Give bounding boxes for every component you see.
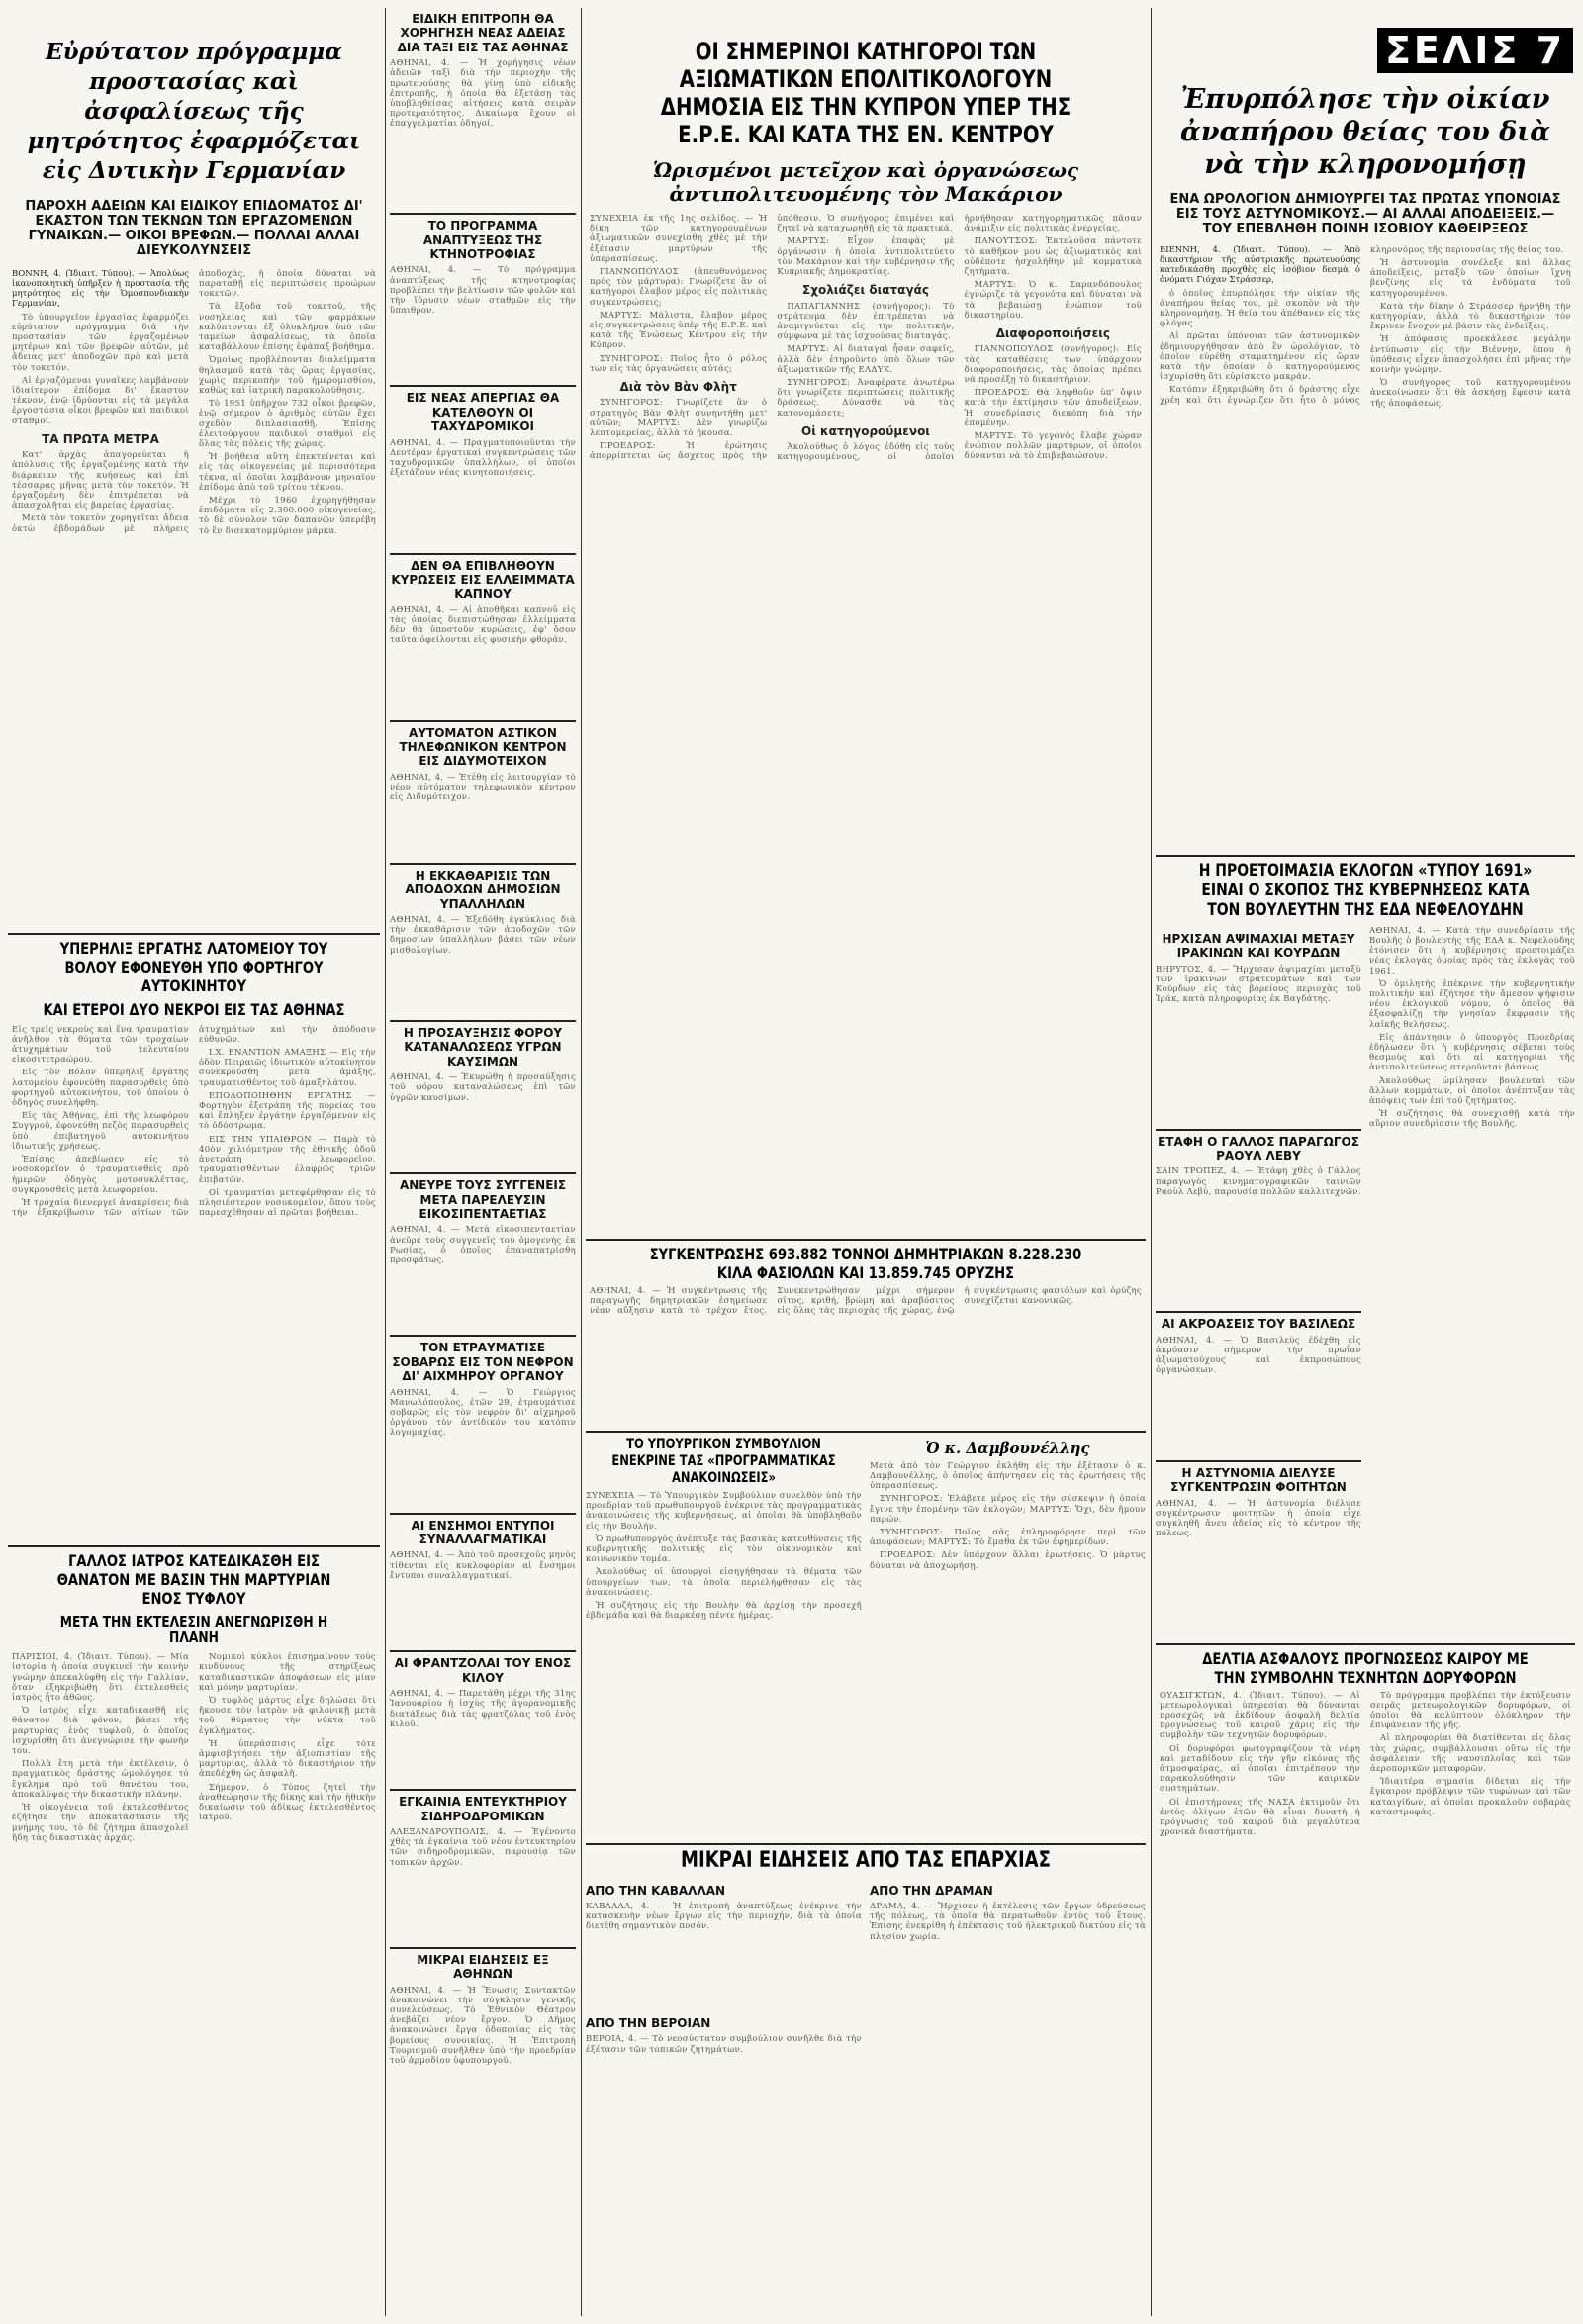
levy-headline: ΕΤΑΦΗ Ο ΓΑΛΛΟΣ ΠΑΡΑΓΩΓΟΣ ΡΑΟΥΛ ΛΕΒΥ bbox=[1156, 1129, 1361, 1163]
french-doctor-story bbox=[8, 1545, 380, 2286]
iraq-headline: ΗΡΧΙΣΑΝ ΑΨΙΜΑΧΙΑΙ ΜΕΤΑΞΥ ΙΡΑΚΙΝΩΝ ΚΑΙ ΚΟΥΡΔΩΝ bbox=[1162, 931, 1355, 961]
column-rule bbox=[1151, 8, 1152, 2316]
damboun-story bbox=[870, 1437, 1146, 1837]
brief-headline: ΑΥΤΟΜΑΤΟΝ ΑΣΤΙΚΟΝ ΤΗΛΕΦΩΝΙΚΟΝ ΚΕΝΤΡΟΝ ΕΙΣ ΔΙΔΥΜΟΤΕΙΧΟΝ bbox=[390, 720, 576, 769]
police-body: ΑΘΗΝΑΙ, 4. — Ἡ ἀστυνομία διέλυσε συγκέντρωσιν φοιτητῶν ἡ ὁποία εἶχε συγκληθῆ ἄνευ ἀδείας εἰς τὸ κέντρον τῆς πόλεως. bbox=[1156, 1498, 1361, 1539]
elections-body: ΑΘΗΝΑΙ, 4. — Κατὰ τὴν συνεδρίασιν τῆς Βουλῆς ὁ βουλευτὴς τῆς ΕΔΑ κ. Νεφελούδης ἐτόνισεν ὅτι ἡ κυβέρνησις προετοιμάζει νέας ἐκλογὰς ὁμοίας πρὸς τὰς ἐκλογὰς τοῦ 1961. Ὁ ὁμιλητὴς ἐπέκρινε τὴν κυβερνητικὴν πολιτικὴν καὶ ἐζήτησε τὴν ἄμεσον ψήφισιν νέου ἐκλογικοῦ νόμου, ὁ ὁποῖος θὰ ἐξασφαλίζῃ τὴν γνησίαν ἔκφρασιν τῆς λαϊκῆς θελήσεως. Εἰς ἀπάντησιν ὁ ὑπουργὸς Προεδρίας ἐδήλωσεν ὅτι ἡ κυβέρνησις σέβεται τοὺς θεσμοὺς καὶ ὅτι αἱ κατηγορίαι τῆς ἀντιπολιτεύσεως στεροῦνται βάσεως. Ἀκολούθως ὡμίλησαν βουλευταὶ τῶν ἄλλων κομμάτων, οἱ ὁποῖοι ἀνέπτυξαν τὰς ἀπόψεις των ἐπὶ τοῦ ζητήματος. Ἡ συζήτησις θὰ συνεχισθῇ κατὰ τὴν αὔριον συνεδρίασιν τῆς Βουλῆς. bbox=[1369, 925, 1575, 1130]
mothers-headline: Εὐρύτατον πρόγραμμα προστασίας καὶ ἀσφαλίσεως τῆς μητρότητος ἐφαρμόζεται εἰς Δυτικὴν Γερμανίαν bbox=[27, 39, 361, 184]
french-doctor-article-body: ΠΑΡΙΣΙΟΙ, 4. (Ἰδιαιτ. Τύπου). — Μία ἱστορία ἡ ὁποία συγκινεῖ τὴν κοινὴν γνώμην ἀπεκαλύφθη εἰς τὴν Γαλλίαν, ὅταν ἐξηκριβώθη ὅτι ἐκτελεσθεὶς ἰατρὸς ἦτο ἀθῶος. Ὁ ἰατρὸς εἶχε καταδικασθῆ εἰς θάνατον διὰ φόνον, βάσει τῆς μαρτυρίας ἑνὸς τυφλοῦ, ὁ ὁποῖος ἰσχυρίσθη ὅτι ἀνεγνώρισε τὴν φωνήν του. Πολλὰ ἔτη μετὰ τὴν ἐκτέλεσιν, ὁ πραγματικὸς δράστης ὡμολόγησε τὸ ἔγκλημα πρὸ τοῦ θανάτου του, ἀποκαλύψας τὴν δικαστικὴν πλάνην. Ἡ οἰκογένεια τοῦ ἐκτελεσθέντος ἐζήτησε τὴν ἀποκατάστασιν τῆς μνήμης του, τὸ δὲ ζήτημα ἀπασχολεῖ ἤδη τὰς δικαστικὰς ἀρχάς. Νομικοὶ κύκλοι ἐπισημαίνουν τοὺς κινδύνους τῆς στηρίξεως καταδικαστικῶν ἀποφάσεων εἰς μίαν καὶ μόνην μαρτυρίαν. Ὁ τυφλὸς μάρτυς εἶχε δηλώσει ὅτι ἤκουσε τὸν ἰατρὸν νὰ φιλονικῇ μετὰ τοῦ θύματος τὴν νύκτα τοῦ ἐγκλήματος. Ἡ ὑπεράσπισις εἶχε τότε ἀμφισβητήσει τὴν ἀξιοπιστίαν τῆς μαρτυρίας, ἀλλὰ τὸ δικαστήριον τὴν ἀπεδέχθη ὡς ἀσφαλῆ. Σήμερον, ὁ Τύπος ζητεῖ τὴν ἀναθεώρησιν τῆς δίκης καὶ τὴν ἠθικὴν δικαίωσιν τοῦ ἀδίκως ἐκτελεσθέντος ἰατροῦ. bbox=[12, 1652, 376, 1843]
brief-headline: ΔΕΝ ΘΑ ΕΠΙΒΛΗΘΟΥΝ ΚΥΡΩΣΕΙΣ ΕΙΣ ΕΛΛΕΙΜΜΑΤΑ ΚΑΠΝΟΥ bbox=[390, 553, 576, 602]
weather-story bbox=[1156, 1643, 1575, 2205]
brief-headline: Η ΕΚΚΑΘΑΡΙΣΙΣ ΤΩΝ ΑΠΟΔΟΧΩΝ ΔΗΜΟΣΙΩΝ ΥΠΑΛΛΗΛΩΝ bbox=[390, 863, 576, 911]
brief-body: ΑΛΕΞΑΝΔΡΟΥΠΟΛΙΣ, 4. — Ἐγένοντο χθὲς τὰ ἐγκαίνια τοῦ νέου ἐντευκτηρίου τῶν σιδηροδρομικῶν, παρουσίᾳ τῶν τοπικῶν ἀρχῶν. bbox=[390, 1826, 576, 1868]
column-rule bbox=[581, 8, 582, 2316]
drama-heading: ΑΠΟ ΤΗΝ ΔΡΑΜΑΝ bbox=[870, 1883, 993, 1898]
brief-body: ΑΘΗΝΑΙ, 4. — Τὸ πρόγραμμα ἀναπτύξεως τῆς κτηνοτροφίας προβλέπει τὴν βελτίωσιν τῶν φυλῶν καὶ τὴν ἵδρυσιν νέων σταθμῶν εἰς τὴν ὕπαιθρον. bbox=[390, 265, 576, 317]
column-briefs bbox=[390, 8, 576, 2316]
brief-body: ΑΘΗΝΑΙ, 4. — Πραγματοποιοῦνται τὴν Δευτέραν ἐργατικαὶ συγκεντρώσεις τῶν ταχυδρομικῶν ὑπαλλήλων, οἱ ὁποῖοι ἐξετάζουν νέας κινητοποιήσεις. bbox=[390, 437, 576, 479]
provinces-headline: ΜΙΚΡΑΙ ΕΙΔΗΣΕΙΣ ΑΠΟ ΤΑΣ ΕΠΑΡΧΙΑΣ bbox=[681, 1848, 1051, 1873]
brief-headline: ΑΝΕΥΡΕ ΤΟΥΣ ΣΥΓΓΕΝΕΙΣ ΜΕΤΑ ΠΑΡΕΛΕΥΣΙΝ ΕΙΚΟΣΙΠΕΝΤΑΕΤΙΑΣ bbox=[390, 1172, 576, 1221]
brief-headline: ΑΙ ΦΡΑΝΤΖΟΛΑΙ ΤΟΥ ΕΝΟΣ ΚΙΛΟΥ bbox=[390, 1650, 576, 1685]
mothers-subhead: ΠΑΡΟΧΗ ΑΔΕΙΩΝ ΚΑΙ ΕΙΔΙΚΟΥ ΕΠΙΔΟΜΑΤΟΣ ΔΙ' ΕΚΑΣΤΟΝ ΤΩΝ ΤΕΚΝΩΝ ΤΩΝ ΕΡΓΑΖΟΜΕΝΩΝ ΓΥΝΑΙΚΩΝ.— ΟΙΚΟΙ ΒΡΕΦΩΝ.— ΠΟΛΛΑΙ ΑΛΛΑΙ ΔΙΕΥΚΟΛΥΝΣΕΙΣ bbox=[25, 199, 363, 258]
brief-body: ΑΘΗΝΑΙ, 4. — Ὁ Γεώργιος Μανωλόπουλος, ἐτῶν 29, ἐτραυμάτισε σοβαρῶς εἰς τὸν νεφρὸν δι' αἰχμηροῦ ὀργάνου τὸν ἀντίδικόν του κατόπιν λογομαχίας. bbox=[390, 1387, 576, 1439]
right-lower-columns bbox=[1156, 926, 1575, 1637]
first-measures-heading: ΤΑ ΠΡΩΤΑ ΜΕΤΡΑ bbox=[42, 431, 159, 446]
king-headline: ΑΙ ΑΚΡΟΑΣΕΙΣ ΤΟΥ ΒΑΣΙΛΕΩΣ bbox=[1156, 1311, 1361, 1331]
right-lower-left bbox=[1156, 926, 1361, 1637]
kavala-story bbox=[586, 1878, 862, 2114]
french-doctor-subhead: ΜΕΤΑ ΤΗΝ ΕΚΤΕΛΕΣΙΝ ΑΝΕΓΝΩΡΙΣΘΗ Η ΠΛΑΝΗ bbox=[59, 1612, 328, 1647]
drama-story bbox=[870, 1878, 1146, 2114]
officers-article-body: ΣΥΝΕΧΕΙΑ ἐκ τῆς 1ης σελίδος. — Ἡ δίκη τῶν κατηγορουμένων ἀξιωματικῶν συνεχίσθη χθὲς μὲ τὴν ἐξέτασιν μαρτύρων τῆς ὑπερασπίσεως. ΓΙΑΝΝΟΠΟΥΛΟΣ (ἀπευθυνόμενος πρὸς τὸν μάρτυρα): Γνωρίζετε ἂν οἱ κατήγοροι ἔλαβον μέρος εἰς πολιτικὰς συγκεντρώσεις; ΜΑΡΤΥΣ: Μάλιστα, ἔλαβον μέρος εἰς συγκεντρώσεις ὑπὲρ τῆς Ε.Ρ.Ε. καὶ κατὰ τῆς Ἑνώσεως Κέντρου εἰς τὴν Κύπρον. ΣΥΝΗΓΟΡΟΣ: Ποῖος ἦτο ὁ ρόλος των εἰς τὰς ὀργανώσεις αὐτάς; Διὰ τὸν Βὰν Φλὴτ ΣΥΝΗΓΟΡΟΣ: Γνωρίζετε ἂν ὁ στρατηγὸς Βὰν Φλὴτ συνηντήθη μετ' αὐτῶν; ΜΑΡΤΥΣ: Δὲν γνωρίζω λεπτομερείας, ἀλλὰ τὸ ἤκουσα. ΠΡΟΕΔΡΟΣ: Ἡ ἐρώτησις ἀπορρίπτεται ὡς ἄσχετος πρὸς τὴν ὑπόθεσιν. Ὁ συνήγορος ἐπιμένει καὶ ζητεῖ νὰ καταχωρηθῇ εἰς τὰ πρακτικά. ΜΑΡΤΥΣ: Εἶχον ἐπαφὰς μὲ ὀργάνωσιν ἡ ὁποία ἀντιπολιτεύετο τὸν Μακάριον καὶ τὴν κυβέρνησιν τῆς Κυπριακῆς Δημοκρατίας. Σχολιάζει διαταγάς ΠΑΠΑΓΙΑΝΝΗΣ (συνήγορος): Τὸ στράτευμα δὲν ἐπιτρέπεται νὰ ἀναμιγνύεται εἰς τὴν πολιτικήν, σύμφωνα μὲ τὰς ἰσχυούσας διαταγάς. ΜΑΡΤΥΣ: Αἱ διαταγαὶ ἦσαν σαφεῖς, ἀλλὰ δὲν ἐτηροῦντο ὑπὸ ὅλων τῶν ἀξιωματικῶν τῆς ΕΛΔΥΚ. ΣΥΝΗΓΟΡΟΣ: Ἀναφέρατε ἀνωτέρω ὅτι γνωρίζετε περιπτώσεις πολιτικῆς δράσεως. Δύνασθε νὰ τὰς κατονομάσετε; Οἱ κατηγορούμενοι Ἀκολούθως ὁ λόγος ἐδόθη εἰς τοὺς κατηγορουμένους, οἱ ὁποῖοι ἠρνήθησαν κατηγορηματικῶς πᾶσαν ἀνάμιξιν εἰς πολιτικὰς ἐνεργείας. ΠΑΝΟΥΤΣΟΣ: Ἐκτελοῦσα πάντοτε τὸ καθῆκον μου ὡς ἀξιωματικὸς καὶ οὐδέποτε ἠσχολήθην μὲ κομματικὰ ζητήματα. ΜΑΡΤΥΣ: Ὁ κ. Σαρανδόπουλος ἐγνώριζε τὰ γεγονότα καὶ δύναται νὰ τὰ βεβαιώσῃ ἐνώπιον τοῦ δικαστηρίου. Διαφοροποιήσεις ΓΙΑΝΝΟΠΟΥΛΟΣ (συνήγορος): Εἰς τὰς καταθέσεις των ὑπάρχουν διαφοροποιήσεις, τὰς ὁποίας πρέπει νὰ προσέξῃ τὸ δικαστήριον. ΠΡΟΕΔΡΟΣ: Θὰ ληφθοῦν ὑπ' ὄψιν κατὰ τὴν ἐκτίμησιν τῶν ἀποδείξεων. Ἡ συνεδρίασις διεκόπη διὰ τὴν ἐπομένην. ΜΑΡΤΥΣ: Τὸ γεγονὸς ἔλαβε χώραν ἐνώπιον πολλῶν μαρτύρων, οἱ ὁποῖοι δύνανται νὰ τὸ ἐπιβεβαιώσουν. bbox=[590, 214, 1142, 463]
brief-body: ΑΘΗΝΑΙ, 4. — Ἡ χορήγησις νέων ἀδειῶν ταξὶ διὰ τὴν περιοχὴν τῆς πρωτευούσης θὰ γίνῃ ὑπὸ εἰδικῆς ἐπιτροπῆς, ἡ ὁποία θὰ ἐξετάσῃ τὰς ὑποβληθείσας αἰτήσεις κατὰ σειρὰν προτεραιότητος. Δικαίωμα ἔχουν οἱ ἐπαγγελματίαι ὁδηγοί. bbox=[390, 58, 576, 130]
weather-headline: ΔΕΛΤΙΑ ΑΣΦΑΛΟΥΣ ΠΡΟΓΝΩΣΕΩΣ ΚΑΙΡΟΥ ΜΕ ΤΗΝ ΣΥΜΒΟΛΗΝ ΤΕΧΝΗΤΩΝ ΔΟΡΥΦΟΡΩΝ bbox=[1202, 1648, 1529, 1687]
brief-headline: ΕΙΔΙΚΗ ΕΠΙΤΡΟΠΗ ΘΑ ΧΟΡΗΓΗΣΗ ΝΕΑΣ ΑΔΕΙΑΣ ΔΙΑ ΤΑΞΙ ΕΙΣ ΤΑΣ ΑΘΗΝΑΣ bbox=[397, 12, 569, 54]
arson-headline: Ἐπυρπόλησε τὴν οἰκίαν ἀναπήρου θείας του διὰ νὰ τὴν κληρονομήσῃ bbox=[1179, 84, 1551, 180]
police-headline: Η ΑΣΤΥΝΟΜΙΑ ΔΙΕΛΥΣΕ ΣΥΓΚΕΝΤΡΩΣΙΝ ΦΟΙΤΗΤΩΝ bbox=[1156, 1460, 1361, 1495]
brief-headline: ΤΟΝ ΕΤΡΑΥΜΑΤΙΣΕ ΣΟΒΑΡΩΣ ΕΙΣ ΤΟΝ ΝΕΦΡΟΝ ΔΙ' ΑΙΧΜΗΡΟΥ ΟΡΓΑΝΟΥ bbox=[390, 1335, 576, 1383]
brief-body: ΑΘΗΝΑΙ, 4. — Ἐτέθη εἰς λειτουργίαν τὸ νέον αὐτόματον τηλεφωνικὸν κέντρον εἰς Διδυμότειχον. bbox=[390, 772, 576, 803]
elections-headline: Η ΠΡΟΕΤΟΙΜΑΣΙΑ ΕΚΛΟΓΩΝ «ΤΥΠΟΥ 1691» ΕΙΝΑΙ Ο ΣΚΟΠΟΣ ΤΗΣ ΚΥΒΕΡΝΗΣΕΩΣ ΚΑΤΑ ΤΟΝ ΒΟΥΛΕΥΤΗΝ ΤΗΣ ΕΔΑ ΝΕΦΕΛΟΥΔΗΝ bbox=[1198, 860, 1533, 920]
king-body: ΑΘΗΝΑΙ, 4. — Ὁ Βασιλεὺς ἐδέχθη εἰς ἀκρόασιν σήμερον τὴν πρωΐαν ἀξιωματούχους καὶ ἐκπροσώπους ὀργανώσεων. bbox=[1156, 1335, 1361, 1376]
brief-body: ΑΘΗΝΑΙ, 4. — Ἐκυρώθη ἡ προσαύξησις τοῦ φόρου καταναλώσεως ἐπὶ τῶν ὑγρῶν καυσίμων. bbox=[390, 1072, 576, 1103]
brief-body: ΑΘΗΝΑΙ, 4. — Παρετάθη μέχρι τῆς 31ης Ἰανουαρίου ἡ ἰσχὺς τῆς ἀγορανομικῆς διατάξεως διὰ τὰς φρατζόλας τοῦ ἑνὸς κιλοῦ. bbox=[390, 1689, 576, 1729]
newspaper-page bbox=[8, 8, 1575, 2316]
page-number-badge: ΣΕΛΙΣ 7 bbox=[1377, 28, 1573, 73]
grain-article-body: ΑΘΗΝΑΙ, 4. — Ἡ συγκέντρωσις τῆς παραγωγῆς δημητριακῶν ἐσημείωσε νέαν αὔξησιν κατὰ τὸ τρέχον ἔτος. Συνεκεντρώθησαν μέχρι σήμερον σῖτος, κριθή, βρώμη καὶ ἀραβόσιτος εἰς ὅλας τὰς περιοχὰς τῆς χώρας, ἐνῷ ἡ συγκέντρωσις φασιόλων καὶ ὀρύζης συνεχίζεται κανονικῶς. bbox=[590, 1286, 1142, 1317]
provinces-section bbox=[586, 1843, 1146, 2113]
mothers-article-body: ΒΟΝΝΗ, 4. (Ἰδιαιτ. Τύπου). — Ἀπολύως ἱκανοποιητικὴ ὑπῆρξεν ἡ προστασία τῆς μητρότητος εἰς τὴν Ὁμοσπονδιακὴν Γερμανίαν, Τὸ ὑπουργεῖον ἐργασίας ἐφαρμόζει εὐρύτατον πρόγραμμα διὰ τὴν προστασίαν τῶν ἐργαζομένων μητέρων καὶ τῶν βρεφῶν αὐτῶν, μὲ ἄδειας μετ' ἀποδοχῶν πρὸ καὶ μετὰ τὸν τοκετόν. Αἱ ἐργαζόμεναι γυναῖκες λαμβάνουν ἰδιαίτερον ἐπίδομα δι' ἕκαστον τέκνον, ἐνῷ ἱδρύονται εἰς τὰ μεγάλα ἐργοστάσια οἶκοι βρεφῶν καὶ παιδικοὶ σταθμοί. ΤΑ ΠΡΩΤΑ ΜΕΤΡΑ Κατ' ἀρχὰς ἀπαγορεύεται ἡ ἀπόλυσις τῆς ἐργαζομένης κατὰ τὴν διάρκειαν τῆς κυήσεως καὶ ἐπὶ τέσσαρας μῆνας μετὰ τὸν τοκετόν. Ἡ ἐργαζομένη δὲν ἐπιτρέπεται νὰ ἀπασχολῆται εἰς βαρείας ἐργασίας. Μετὰ τὸν τοκετὸν χορηγεῖται ἄδεια ὀκτὼ ἑβδομάδων μὲ πλήρεις ἀποδοχάς, ἡ ὁποία δύναται νὰ παραταθῇ εἰς περιπτώσεις προώρων τοκετῶν. Τὰ ἔξοδα τοῦ τοκετοῦ, τῆς νοσηλείας καὶ τῶν φαρμάκων καλύπτονται ἐξ ὁλοκλήρου ὑπὸ τῶν ταμείων ἀσφαλίσεως, τὰ ὁποῖα καταβάλλουν ἐπίσης ἐφάπαξ βοήθημα. Ὁμοίως προβλέπονται διαλείμματα θηλασμοῦ κατὰ τὰς ὥρας ἐργασίας, χωρὶς περικοπὴν τοῦ ἡμερομισθίου, καθὼς καὶ ἰατρικὴ παρακολούθησις. Τὸ 1951 ὑπῆρχον 732 οἶκοι βρεφῶν, ἐνῷ σήμερον ὁ ἀριθμὸς αὐτῶν ἔχει σχεδὸν διπλασιασθῆ. Ἐπίσης ἐλειτούργουν παιδικοὶ σταθμοὶ εἰς ὅλας τὰς πόλεις τῆς χώρας. Ἡ βοήθεια αὕτη ἐπεκτείνεται καὶ εἰς τὰς οἰκογενείας μὲ περισσότερα τέκνα, αἱ ὁποῖαι λαμβάνουν μηνιαῖον ἐπίδομα ἀπὸ τοῦ τρίτου τέκνου. Μέχρι τὸ 1960 ἐχορηγήθησαν ἐπιδόματα εἰς 2.300.000 οἰκογενείας, τὸ δὲ σύνολον τῶν δαπανῶν ὑπερέβη τὸ ἓν δισεκατομμύριον μάρκα. bbox=[12, 268, 376, 536]
provinces-columns bbox=[586, 1878, 1146, 2114]
arson-lead: ΒΙΕΝΝΗ, 4. (Ἰδιαιτ. Τύπου). — Ἀπὸ δικαστήριον τῆς αὐστριακῆς πρωτευούσης κατεδικάσθη προχθὲς εἰς ἰσόβιον δεσμὰ ὁ ὀνόματι Γιόχαν Στράσσερ, bbox=[1160, 244, 1360, 286]
council-headline: ΤΟ ΥΠΟΥΡΓΙΚΟΝ ΣΥΜΒΟΥΛΙΟΝ ΕΝΕΚΡΙΝΕ ΤΑΣ «ΠΡΟΓΡΑΜΜΑΤΙΚΑΣ ΑΝΑΚΟΙΝΩΣΕΙΣ» bbox=[611, 1437, 836, 1486]
diatages-heading: Σχολιάζει διαταγάς bbox=[802, 283, 929, 298]
brief-headline: ΜΙΚΡΑΙ ΕΙΔΗΣΕΙΣ ΕΞ ΑΘΗΝΩΝ bbox=[390, 1947, 576, 1982]
council-article-body: ΣΥΝΕΧΕΙΑ — Τὸ Ὑπουργικὸν Συμβούλιον συνελθὸν ὑπὸ τὴν προεδρίαν τοῦ πρωθυπουργοῦ ἐνέκρινε τὰς προγραμματικὰς ἀνακοινώσεις τῆς κυβερνήσεως, αἱ ὁποῖαι θὰ ὑποβληθοῦν εἰς τὴν Βουλήν. Ὁ πρωθυπουργὸς ἀνέπτυξε τὰς βασικὰς κατευθύνσεις τῆς κυβερνητικῆς πολιτικῆς εἰς τὸν οἰκονομικὸν καὶ κοινωνικὸν τομέα. Ἀκολούθως οἱ ὑπουργοὶ εἰσηγήθησαν τὰ θέματα τῶν ὑπουργείων των, τὰ ὁποῖα περιελήφθησαν εἰς τὰς ἀνακοινώσεις. Ἡ συζήτησις εἰς τὴν Βουλὴν θὰ ἀρχίσῃ τὴν προσεχῆ ἑβδομάδα καὶ θὰ διαρκέσῃ πέντε ἡμέρας. bbox=[586, 1491, 862, 1622]
brief-headline: ΕΓΚΑΙΝΙΑ ΕΝΤΕΥΚΤΗΡΙΟΥ ΣΙΔΗΡΟΔΡΟΜΙΚΩΝ bbox=[390, 1789, 576, 1823]
arson-subhead: ΕΝΑ ΩΡΟΛΟΓΙΟΝ ΔΗΜΙΟΥΡΓΕΙ ΤΑΣ ΠΡΩΤΑΣ ΥΠΟΝΟΙΑΣ ΕΙΣ ΤΟΥΣ ΑΣΤΥΝΟΜΙΚΟΥΣ.— ΑΙ ΑΛΛΑΙ ΑΠΟΔΕΙΞΕΙΣ.— ΤΟΥ ΕΠΕΒΛΗΘΗ ΠΟΙΝΗ ΙΣΟΒΙΟΥ ΚΑΘΕΙΡΞΕΩΣ bbox=[1169, 192, 1561, 236]
veria-heading: ΑΠΟ ΤΗΝ ΒΕΡΟΙΑΝ bbox=[586, 2016, 711, 2031]
brief-headline: Η ΠΡΟΣΑΥΞΗΣΙΣ ΦΟΡΟΥ ΚΑΤΑΝΑΛΩΣΕΩΣ ΥΓΡΩΝ ΚΑΥΣΙΜΩΝ bbox=[390, 1020, 576, 1069]
elections-story bbox=[1156, 855, 1575, 920]
drama-body: ΔΡΑΜΑ, 4. — Ἤρχισεν ἡ ἐκτέλεσις τῶν ἔργων ὑδρεύσεως τῆς πόλεως, τὰ ὁποῖα θὰ περατωθοῦν ἐντὸς τοῦ ἔτους. Ἐπίσης ἐνεκρίθη ἡ ἐπέκτασις τοῦ ἠλεκτρικοῦ δικτύου εἰς τὰ πλησίον χωρία. bbox=[870, 1902, 1146, 1942]
brief-body: ΑΘΗΝΑΙ, 4. — Ἀπὸ τοῦ προσεχοῦς μηνὸς τίθενται εἰς κυκλοφορίαν αἱ ἔνσημοι ἔντυποι συναλλαγματικαί. bbox=[390, 1550, 576, 1581]
grain-headline: ΣΥΓΚΕΝΤΡΩΣΗΣ 693.882 ΤΟΝΝΟΙ ΔΗΜΗΤΡΙΑΚΩΝ 8.228.230 ΚΙΛΑ ΦΑΣΙΟΛΩΝ ΚΑΙ 13.859.745 ΟΡΥΖΗΣ bbox=[649, 1245, 1082, 1282]
brief-body: ΑΘΗΝΑΙ, 4. — Ἐξεδόθη ἐγκύκλιος διὰ τὴν ἐκκαθάρισιν τῶν ἀποδοχῶν τῶν δημοσίων ὑπαλλήλων βάσει τῶν νέων μισθολογίων. bbox=[390, 915, 576, 956]
arson-article-body: ΒΙΕΝΝΗ, 4. (Ἰδιαιτ. Τύπου). — Ἀπὸ δικαστήριον τῆς αὐστριακῆς πρωτευούσης κατεδικάσθη προχθὲς εἰς ἰσόβιον δεσμὰ ὁ ὀνόματι Γιόχαν Στράσσερ, ὁ ὁποῖος ἐπυρπόλησε τὴν οἰκίαν τῆς ἀναπήρου θείας του, μὲ σκοπὸν νὰ τὴν κληρονομήσῃ. Ἡ θεία του ἀπέθανεν εἰς τὰς φλόγας. Αἱ πρῶται ὑπόνοιαι τῶν ἀστυνομικῶν ἐδημιουργήθησαν ἀπὸ ἓν ὡρολόγιον, τὸ ὁποῖον εὑρέθη σταματημένον εἰς ὥραν κατὰ τὴν ὁποίαν ὁ κατηγορούμενος ἰσχυρίσθη ὅτι εὑρίσκετο μακράν. Κατόπιν ἐξηκριβώθη ὅτι ὁ δράστης εἶχε χρέη καὶ ὅτι ἐγνώριζεν ὅτι ἦτο ὁ μόνος κληρονόμος τῆς περιουσίας τῆς θείας του. Ἡ ἀστυνομία συνέλεξε καὶ ἄλλας ἀποδείξεις, μεταξὺ τῶν ὁποίων ἴχνη βενζίνης εἰς τὰ ἐνδύματα τοῦ κατηγορουμένου. Κατὰ τὴν δίκην ὁ Στράσσερ ἠρνήθη τὴν κατηγορίαν, ἀλλὰ τὸ δικαστήριον τὸν ἔκρινεν ἔνοχον μὲ βάσιν τὰς ἐνδείξεις. Ἡ ἀπόφασις προεκάλεσε μεγάλην ἐντύπωσιν εἰς τὴν Βιέννην, ὅπου ἡ ὑπόθεσις εἶχεν ἀπασχολήσει ἐπὶ μῆνας τὴν κοινὴν γνώμην. Ὁ συνήγορος τοῦ κατηγορουμένου ἀνεκοίνωσεν ὅτι θὰ ἀσκήσῃ ἔφεσιν κατὰ τῆς ἀποφάσεως. bbox=[1160, 244, 1571, 409]
volos-headline: ΥΠΕΡΗΛΙΞ ΕΡΓΑΤΗΣ ΛΑΤΟΜΕΙΟΥ ΤΟΥ ΒΟΛΟΥ ΕΦΟΝΕΥΘΗ ΥΠΟ ΦΟΡΤΗΓΟΥ ΑΥΤΟΚΙΝΗΤΟΥ bbox=[59, 938, 328, 995]
brief-body: ΑΘΗΝΑΙ, 4. — Μετὰ εἰκοσιπενταετίαν ἀνεῦρε τοὺς συγγενεῖς του ὁμογενὴς ἐκ Ρωσίας, ὁ ὁποῖος ἐπαναπατρίσθη προσφάτως. bbox=[390, 1225, 576, 1265]
iraq-body: ΒΗΡΥΤΟΣ, 4. — Ἤρχισαν ἀψιμαχίαι μεταξὺ τῶν ἰρακινῶν στρατευμάτων καὶ τῶν Κούρδων εἰς τὰς βορείους περιοχὰς τοῦ Ἰράκ, κατὰ πληροφορίας ἐκ Βαγδάτης. bbox=[1156, 964, 1361, 1005]
damboun-article-body: Μετὰ ἀπὸ τὸν Γεώργιον ἐκλήθη εἰς τὴν ἐξέτασιν ὁ κ. Δαμβουνέλλης, ὁ ὁποῖος ἀπήντησεν εἰς τὰς ἐρωτήσεις τῆς ὑπερασπίσεως. ΣΥΝΗΓΟΡΟΣ: Ἐλάβετε μέρος εἰς τὴν σύσκεψιν ἡ ὁποία ἔγινε τὴν ἐπομένην τῶν ἐκλογῶν; ΜΑΡΤΥΣ: Ὄχι, δὲν ἤμουν παρών. ΣΥΝΗΓΟΡΟΣ: Ποῖος σᾶς ἐπληροφόρησε περὶ τῶν ἀποφάσεων; ΜΑΡΤΥΣ: Τὸ ἔμαθα ἐκ τῶν ἐφημερίδων. ΠΡΟΕΔΡΟΣ: Δὲν ὑπάρχουν ἄλλαι ἐρωτήσεις. Ὁ μάρτυς δύναται νὰ ἀποχωρήσῃ. bbox=[870, 1460, 1146, 1571]
kavala-heading: ΑΠΟ ΤΗΝ ΚΑΒΑΛΛΑΝ bbox=[586, 1883, 726, 1898]
damboun-headline: Ὁ κ. Δαμβουνέλλης bbox=[925, 1440, 1090, 1457]
officers-subhead: Ὡρισμένοι μετεῖχον καὶ ὀργανώσεως ἀντιπολιτευομένης τὸν Μακάριον bbox=[652, 158, 1079, 206]
grain-story bbox=[586, 1239, 1146, 1425]
kavala-body: ΚΑΒΑΛΛΑ, 4. — Ἡ ἐπιτροπὴ ἀναπτύξεως ἐνέκρινε τὴν κατασκευὴν νέων ἔργων εἰς τὴν περιοχήν, διὰ τὰ ὁποῖα διετέθη σημαντικὸν ποσόν. bbox=[586, 1902, 862, 1932]
column-rule bbox=[385, 8, 386, 2316]
mothers-lead: ΒΟΝΝΗ, 4. (Ἰδιαιτ. Τύπου). — Ἀπολύως ἱκανοποιητικὴ ὑπῆρξεν ἡ προστασία τῆς μητρότητος εἰς τὴν Ὁμοσπονδιακὴν Γερμανίαν, bbox=[12, 268, 189, 310]
council-story bbox=[586, 1437, 862, 1837]
brief-headline: ΑΙ ΕΝΣΗΜΟΙ ΕΝΤΥΠΟΙ ΣΥΝΑΛΛΑΓΜΑΤΙΚΑΙ bbox=[390, 1513, 576, 1547]
column-center bbox=[586, 8, 1146, 2316]
volos-subhead: ΚΑΙ ΕΤΕΡΟΙ ΔΥΟ ΝΕΚΡΟΙ ΕΙΣ ΤΑΣ ΑΘΗΝΑΣ bbox=[43, 999, 345, 1019]
brief-body: ΑΘΗΝΑΙ, 4. — Ἡ Ἕνωσις Συντακτῶν ἀνακοινώνει τὴν σύγκλησιν γενικῆς συνελεύσεως. Τὸ Ἐθνικὸν Θέατρον ἀνεβάζει νέον ἔργον. Ὁ Δῆμος ἀνακοινώνει ἔργα ὀδοποιίας εἰς τὰς βορείους συνοικίας. Ἡ Ἐπιτροπὴ Τουρισμοῦ συνῆλθεν ὑπὸ τὴν προεδρίαν τοῦ ἁρμοδίου ὑφυπουργοῦ. bbox=[390, 1985, 576, 2067]
brief-headline: ΤΟ ΠΡΟΓΡΑΜΜΑ ΑΝΑΠΤΥΞΕΩΣ ΤΗΣ ΚΤΗΝΟΤΡΟΦΙΑΣ bbox=[390, 213, 576, 261]
vanflit-heading: Διὰ τὸν Βὰν Φλὴτ bbox=[619, 380, 737, 395]
weather-article-body: ΟΥΑΣΙΓΚΤΩΝ, 4. (Ἰδιαιτ. Τύπου). — Αἱ μετεωρολογικαὶ ὑπηρεσίαι θὰ δύνανται προσεχῶς νὰ ἐκδίδουν ἀσφαλῆ δελτία προγνώσεως τοῦ καιροῦ χάρις εἰς τὴν συμβολὴν τῶν τεχνητῶν δορυφόρων. Οἱ δορυφόροι φωτογραφίζουν τὰ νέφη καὶ μεταδίδουν εἰς τὴν γῆν εἰκόνας τῆς ἀτμοσφαίρας, αἱ ὁποῖαι ἐπιτρέπουν τὴν παρακολούθησιν τῶν καιρικῶν συστημάτων. Οἱ ἐπιστήμονες τῆς ΝΑΣΑ ἐκτιμοῦν ὅτι ἐντὸς ὀλίγων ἐτῶν θὰ εἶναι δυνατὴ ἡ πρόγνωσις τοῦ καιροῦ διὰ μεγαλύτερα χρονικὰ διαστήματα. Τὸ πρόγραμμα προβλέπει τὴν ἐκτόξευσιν σειρᾶς μετεωρολογικῶν δορυφόρων, οἱ ὁποῖοι θὰ καλύπτουν ὁλόκληρον τὴν ἐπιφάνειαν τῆς γῆς. Αἱ πληροφορίαι θὰ διατίθενται εἰς ὅλας τὰς χώρας, συμβάλλουσαι οὕτω εἰς τὴν ἀσφάλειαν τῆς ναυσιπλοΐας καὶ τῶν ἀεροπορικῶν μεταφορῶν. Ἰδιαιτέρα σημασία δίδεται εἰς τὴν ἔγκαιρον πρόβλεψιν τῶν τυφώνων καὶ τῶν καταιγίδων, αἱ ὁποῖαι προκαλοῦν σοβαρὰς καταστροφάς. bbox=[1160, 1690, 1571, 1838]
officers-headline: ΟΙ ΣΗΜΕΡΙΝΟΙ ΚΑΤΗΓΟΡΟΙ ΤΩΝ ΑΞΙΩΜΑΤΙΚΩΝ ΕΠΟΛΙΤΙΚΟΛΟΓΟΥΝ ΔΗΜΟΣΙΑ ΕΙΣ ΤΗΝ ΚΥΠΡΟΝ ΥΠΕΡ ΤΗΣ Ε.Ρ.Ε. ΚΑΙ ΚΑΤΑ ΤΗΣ ΕΝ. ΚΕΝΤΡΟΥ bbox=[660, 38, 1071, 148]
column-left bbox=[8, 8, 380, 2316]
brief-headline: ΕΙΣ ΝΕΑΣ ΑΠΕΡΓΙΑΣ ΘΑ ΚΑΤΕΛΘΟΥΝ ΟΙ ΤΑΧΥΔΡΟΜΙΚΟΙ bbox=[390, 385, 576, 433]
volos-worker-story bbox=[8, 933, 380, 1539]
veria-body: ΒΕΡΟΙΑ, 4. — Τὸ νεοσύστατον συμβούλιον συνῆλθε διὰ τὴν ἐξέτασιν τῶν τοπικῶν ζητημάτων. bbox=[586, 2034, 862, 2055]
french-doctor-headline: ΓΑΛΛΟΣ ΙΑΤΡΟΣ ΚΑΤΕΔΙΚΑΣΘΗ ΕΙΣ ΘΑΝΑΤΟΝ ΜΕ ΒΑΣΙΝ ΤΗΝ ΜΑΡΤΥΡΙΑΝ ΕΝΟΣ ΤΥΦΛΟΥ bbox=[56, 1550, 331, 1608]
volos-article-body: Εἰς τρεῖς νεκροὺς καὶ ἕνα τραυματίαν ἀνῆλθον τὰ θύματα τῶν τροχαίων ἀτυχημάτων τοῦ τελευταίου εἰκοσιτετραώρου. Εἰς τὸν Βόλον ὑπερῆλιξ ἐργάτης λατομείου ἐφονεύθη παρασυρθεὶς ὑπὸ φορτηγοῦ αὐτοκινήτου, τοῦ ὁποίου ὁ ὁδηγὸς συνελήφθη. Εἰς τὰς Ἀθήνας, ἐπὶ τῆς λεωφόρου Συγγροῦ, ἐφονεύθη πεζὸς παρασυρθεὶς ὑπὸ ἐπιβατηγοῦ αὐτοκινήτου ἰδιωτικῆς χρήσεως. Ἐπίσης ἀπεβίωσεν εἰς τὸ νοσοκομεῖον ὁ τραυματισθεὶς πρὸ ἡμερῶν ὁδηγὸς μοτοσυκλέττας, συγκρουσθεὶς μετὰ λεωφορείου. Ἡ τροχαία διενεργεῖ ἀνακρίσεις διὰ τὴν ἐξακρίβωσιν τῶν αἰτίων τῶν ἀτυχημάτων καὶ τὴν ἀπόδοσιν εὐθυνῶν. Ι.Χ. ΕΝΑΝΤΙΟΝ ΑΜΑΞΗΣ — Εἰς τὴν ὁδὸν Πειραιῶς ἰδιωτικὸν αὐτοκίνητον συνεκρούσθη μετὰ ἁμάξης, τραυματισθέντος τοῦ ἁμαξηλάτου. ΕΠΟΔΟΠΟΙΗΘΗΝ ΕΡΓΑΤΗΣ — Φορτηγὸν ἐξετράπη τῆς πορείας του καὶ ἔπληξεν ἐργάτην ἐργαζόμενον εἰς τὸ ὁδόστρωμα. ΕΙΣ ΤΗΝ ΥΠΑΙΘΡΟΝ — Παρὰ τὸ 40ὸν χιλιόμετρον τῆς ἐθνικῆς ὁδοῦ ἀνετράπη λεωφορεῖον, τραυματισθέντων ἐλαφρῶς τριῶν ἐπιβατῶν. Οἱ τραυματίαι μετεφέρθησαν εἰς τὸ πλησιέστερον νοσοκομεῖον, ὅπου τοὺς παρεσχέθησαν αἱ πρῶται βοήθειαι. bbox=[12, 1024, 376, 1219]
diaforopoiiseis-heading: Διαφοροποιήσεις bbox=[995, 326, 1111, 341]
right-lower-right bbox=[1369, 926, 1575, 1637]
council-section bbox=[586, 1431, 1146, 1837]
column-right bbox=[1156, 8, 1575, 2316]
kategoroumenoi-heading: Οἱ κατηγορούμενοι bbox=[801, 423, 930, 438]
levy-body: ΣΑΙΝ ΤΡΟΠΕΖ, 4. — Ἐτάφη χθὲς ὁ Γάλλος παραγωγὸς κινηματογραφικῶν ταινιῶν Ραοὺλ Λεβύ, παρουσίᾳ πολλῶν καλλιτεχνῶν. bbox=[1156, 1166, 1361, 1197]
brief-body: ΑΘΗΝΑΙ, 4. — Αἱ ἀποθῆκαι καπνοῦ εἰς τὰς ὁποίας διεπιστώθησαν ἐλλείμματα δὲν θὰ ὑποστοῦν κυρώσεις, ἐφ' ὅσον ταῦτα ὀφείλονται εἰς φυσικὴν φθοράν. bbox=[390, 604, 576, 646]
